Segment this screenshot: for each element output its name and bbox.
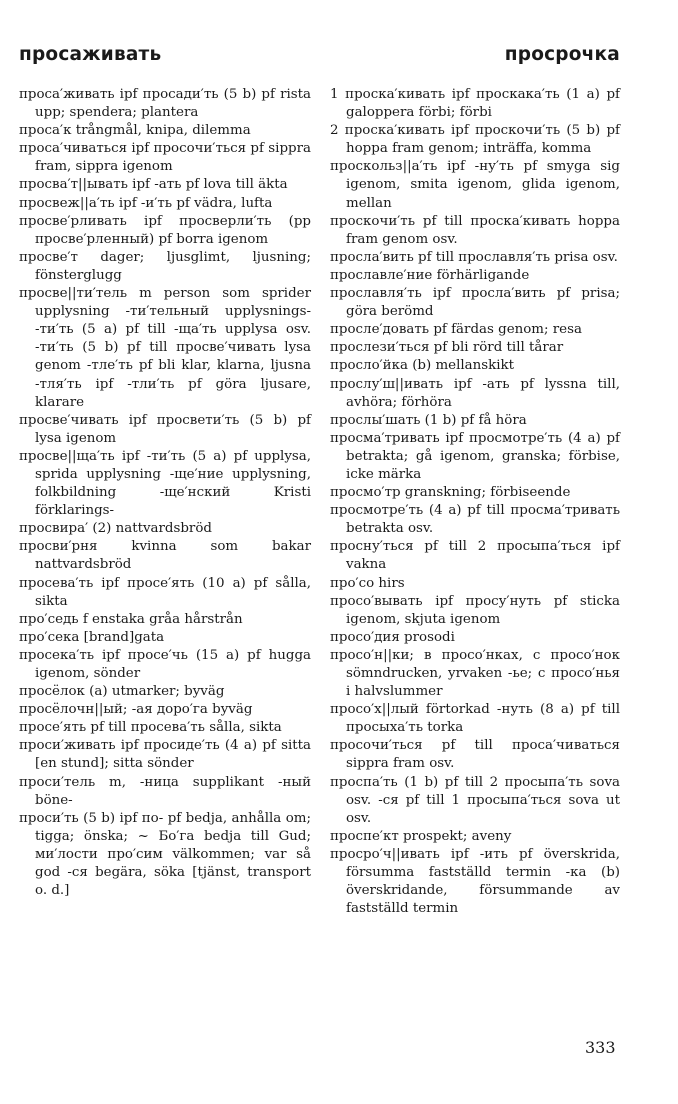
dictionary-entry: проси′живать ipf просиде′ть (4 a) pf sitta [en stund]; sitta sönder: [19, 738, 311, 772]
dictionary-entry: просека′ть ipf просе′чь (15 a) pf hugga igenom, sönder: [19, 647, 311, 681]
dictionary-entry: 1 проска′кивать ipf проскака′ть (1 a) pf galoppera förbi; förbi: [330, 87, 620, 121]
dictionary-entry: просо′вывать ipf просу′нуть pf sticka igenom, skjuta igenom: [330, 593, 620, 627]
dictionary-entry: прославля′ть ipf просла′вить pf prisa; göra berömd: [330, 286, 620, 320]
dictionary-entry: просве||ти′тель m person som sprider upplysning -ти′тельный upplysnings- -ти′ть (5 a) pf till -ща′ть upplysa osv. -ти′ть (5 b) pf till просве′чивать lysa genom -тле′ть pf bli klar, klarna, ljusna -тля′ть ipf -тли′ть pf göra ljusare, klarare: [19, 286, 311, 410]
dictionary-entry: просва′т||ывать ipf -ать pf lova till äkta: [19, 177, 288, 193]
dictionary-entry: просве′т dager; ljusglimt, ljusning; fönsterglugg: [19, 249, 311, 283]
dictionary-entry: проса′чиваться ipf просочи′ться pf sippra fram, sippra igenom: [19, 141, 311, 175]
dictionary-entry: просо′дия prosodi: [330, 629, 455, 645]
dictionary-entry: проса′живать ipf просади′ть (5 b) pf rista upp; spendera; plantera: [19, 87, 311, 121]
dictionary-entry: просве′чивать ipf просвети′ть (5 b) pf lysa igenom: [19, 412, 311, 446]
dictionary-entry: проса′к trångmål, knipa, dilemma: [19, 123, 251, 139]
dictionary-entry: просвира′ (2) nattvardsbröd: [19, 521, 212, 537]
dictionary-entry: просро′ч||ивать ipf -ить pf överskrida, försumma fastställd termin -ка (b) överskridande, försummande av fastställd termin: [330, 846, 620, 917]
dictionary-entry: просве′рливать ipf просверли′ть (pp просве′рленный) pf borra igenom: [19, 213, 311, 247]
right-column: [330, 86, 620, 918]
dictionary-entry: прослу′ш||ивать ipf -ать pf lyssna till, avhöra; förhöra: [330, 376, 620, 410]
dictionary-entry: про′со hirs: [330, 575, 405, 591]
dictionary-entry: прослы′шать (1 b) pf få höra: [330, 412, 527, 428]
dictionary-entry: просочи′ться pf till проса′чиваться sippra fram osv.: [330, 738, 620, 772]
dictionary-entry: просну′ться pf till 2 просыпа′ться ipf vakna: [330, 539, 620, 573]
dictionary-entry: прославле′ние förhärligande: [330, 267, 530, 283]
page-number: 333: [585, 1038, 616, 1057]
dictionary-entry: проспа′ть (1 b) pf till 2 просыпа′ть sova osv. -ся pf till 1 просыпа′ться sova ut osv.: [330, 774, 620, 826]
dictionary-entry: просёлок (a) utmarker; byväg: [19, 684, 225, 700]
dictionary-entry: проскольз||а′ть ipf -ну′ть pf smyga sig igenom, smita igenom, glida igenom, mellan: [330, 159, 620, 211]
dictionary-entry: просле′довать pf färdas genom; resa: [330, 322, 582, 338]
dictionary-entry: просвеж||а′ть ipf -и′ть pf vädra, lufta: [19, 195, 273, 211]
dictionary-entry: просо′н||ки; в просо′нках, с просо′нок sömndrucken, yrvaken -ье; с просо′нья i halvslummer: [330, 647, 620, 700]
dictionary-entry: проси′тель m, -ница supplikant -ный böne-: [19, 774, 311, 808]
dictionary-entry: проси′ть (5 b) ipf по- pf bedja, anhålla om; tigga; önska; ~ Бо′га bedja till Gud; ми′лости про′сим välkommen; var så god -ся begära, söka [tjänst, transport o. d.]: [19, 810, 311, 899]
dictionary-entry: про′сека [brand]gata: [19, 629, 165, 645]
dictionary-entry: просвe||ща′ть ipf -ти′ть (5 a) pf upplysa, sprida upplysning -ще′ние upplysning, folkbildning -ще′нский Kristi förklarings-: [19, 448, 311, 519]
right-guide-word: просрочка: [504, 44, 620, 65]
dictionary-entry: 2 проска′кивать ipf проскочи′ть (5 b) pf hoppa fram genom; inträffa, komma: [330, 123, 620, 157]
dictionary-entry: просева′ть ipf просе′ять (10 a) pf sålla, sikta: [19, 575, 311, 609]
left-guide-word: просаживать: [19, 44, 162, 65]
dictionary-entry: проспе′кт prospekt; aveny: [330, 828, 512, 844]
dictionary-entry: просви′рня kvinna som bakar nattvardsbröd: [19, 539, 311, 573]
left-column: [19, 86, 311, 900]
dictionary-entry: просма′тривать ipf просмотре′ть (4 a) pf betrakta; gå igenom, granska; förbise, icke märka: [330, 430, 620, 482]
dictionary-entry: про′седь f enstaka gråa hårstrån: [19, 611, 243, 627]
dictionary-entry: проскочи′ть pf till проска′кивать hoppa fram genom osv.: [330, 213, 620, 247]
dictionary-entry: прослези′ться pf bli rörd till tårar: [330, 340, 564, 356]
dictionary-entry: просла′вить pf till прославля′ть prisa osv.: [330, 249, 618, 265]
dictionary-entry: просе′ять pf till просева′ть sålla, sikta: [19, 720, 282, 736]
dictionary-entry: просмо′тр granskning; förbiseende: [330, 485, 571, 501]
dictionary-entry: просёлочн||ый; -ая доро′га byväg: [19, 702, 253, 718]
dictionary-entry: просло′йка (b) mellanskikt: [330, 358, 515, 374]
dictionary-entry: просо′х||лый förtorkad -нуть (8 a) pf till просыха′ть torka: [330, 702, 620, 736]
dictionary-entry: просмотре′ть (4 a) pf till просма′тривать betrakta osv.: [330, 503, 620, 537]
